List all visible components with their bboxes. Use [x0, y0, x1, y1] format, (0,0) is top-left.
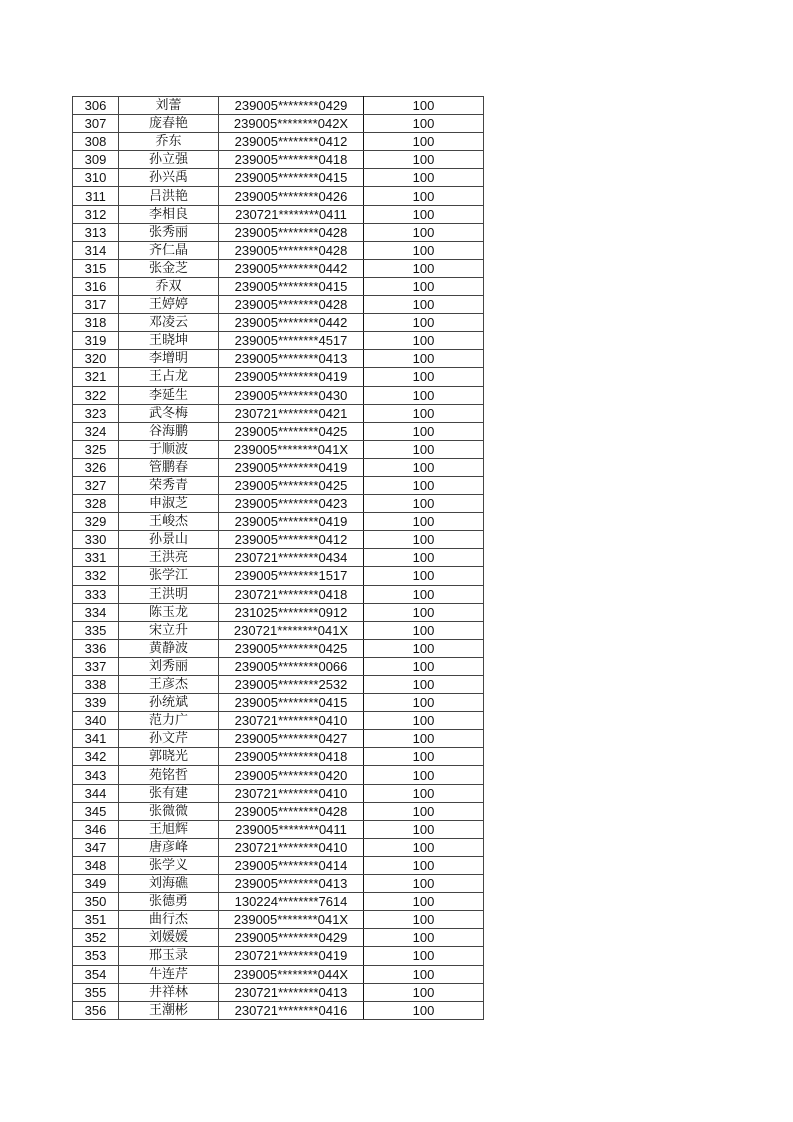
name-cell: 张学义: [119, 856, 219, 874]
table-row: [73, 766, 484, 784]
row-number-cell: 309: [73, 151, 119, 169]
id-number-cell: 230721********0413: [219, 983, 364, 1001]
name-cell: 宋立升: [119, 621, 219, 639]
table-row: [73, 277, 484, 295]
table-row: [73, 621, 484, 639]
name-cell: 孙兴禹: [119, 169, 219, 187]
name-cell: 黄静波: [119, 639, 219, 657]
name-cell: 张秀丽: [119, 223, 219, 241]
score-cell: 100: [364, 838, 484, 856]
id-number-cell: 230721********0418: [219, 585, 364, 603]
name-cell: 谷海鹏: [119, 422, 219, 440]
score-cell: 100: [364, 730, 484, 748]
row-number-cell: 324: [73, 422, 119, 440]
id-number-cell: 239005********0425: [219, 639, 364, 657]
id-number-cell: 239005********0428: [219, 223, 364, 241]
name-cell: 张学江: [119, 567, 219, 585]
row-number-cell: 353: [73, 947, 119, 965]
id-number-cell: 239005********0066: [219, 657, 364, 675]
id-number-cell: 130224********7614: [219, 893, 364, 911]
id-number-cell: 230721********0434: [219, 549, 364, 567]
score-cell: 100: [364, 567, 484, 585]
id-number-cell: 239005********0427: [219, 730, 364, 748]
name-cell: 管鹏春: [119, 458, 219, 476]
id-number-cell: 239005********0428: [219, 802, 364, 820]
id-number-cell: 239005********0412: [219, 133, 364, 151]
score-cell: 100: [364, 657, 484, 675]
row-number-cell: 325: [73, 440, 119, 458]
id-number-cell: 239005********0413: [219, 350, 364, 368]
name-cell: 张金芝: [119, 259, 219, 277]
name-cell: 张微微: [119, 802, 219, 820]
name-cell: 王旭辉: [119, 820, 219, 838]
name-cell: 孙统斌: [119, 694, 219, 712]
row-number-cell: 319: [73, 332, 119, 350]
id-number-cell: 230721********0410: [219, 784, 364, 802]
name-cell: 荣秀青: [119, 476, 219, 494]
id-number-cell: 239005********0414: [219, 856, 364, 874]
row-number-cell: 336: [73, 639, 119, 657]
name-cell: 范力广: [119, 712, 219, 730]
table-row: [73, 422, 484, 440]
table-row: [73, 856, 484, 874]
row-number-cell: 323: [73, 404, 119, 422]
name-cell: 孙景山: [119, 531, 219, 549]
table-row: [73, 585, 484, 603]
table-row: [73, 386, 484, 404]
score-cell: 100: [364, 983, 484, 1001]
id-number-cell: 239005********2532: [219, 676, 364, 694]
id-number-cell: 239005********0429: [219, 929, 364, 947]
id-number-cell: 239005********0423: [219, 495, 364, 513]
table-row: [73, 929, 484, 947]
score-cell: 100: [364, 205, 484, 223]
table-row: [73, 296, 484, 314]
row-number-cell: 342: [73, 748, 119, 766]
name-cell: 乔双: [119, 277, 219, 295]
table-row: [73, 259, 484, 277]
score-cell: 100: [364, 241, 484, 259]
row-number-cell: 306: [73, 97, 119, 115]
row-number-cell: 327: [73, 476, 119, 494]
row-number-cell: 341: [73, 730, 119, 748]
score-cell: 100: [364, 476, 484, 494]
row-number-cell: 329: [73, 513, 119, 531]
id-number-cell: 239005********1517: [219, 567, 364, 585]
table-row: [73, 657, 484, 675]
name-cell: 刘秀丽: [119, 657, 219, 675]
id-number-cell: 239005********0419: [219, 458, 364, 476]
name-cell: 王婷婷: [119, 296, 219, 314]
row-number-cell: 337: [73, 657, 119, 675]
id-number-cell: 231025********0912: [219, 603, 364, 621]
row-number-cell: 333: [73, 585, 119, 603]
row-number-cell: 339: [73, 694, 119, 712]
table-row: [73, 1001, 484, 1019]
score-cell: 100: [364, 259, 484, 277]
row-number-cell: 311: [73, 187, 119, 205]
row-number-cell: 345: [73, 802, 119, 820]
id-number-cell: 239005********0413: [219, 875, 364, 893]
score-cell: 100: [364, 965, 484, 983]
table-row: [73, 133, 484, 151]
id-number-cell: 239005********0430: [219, 386, 364, 404]
score-cell: 100: [364, 531, 484, 549]
row-number-cell: 322: [73, 386, 119, 404]
name-cell: 武冬梅: [119, 404, 219, 422]
id-number-cell: 239005********044X: [219, 965, 364, 983]
table-row: [73, 350, 484, 368]
score-cell: 100: [364, 277, 484, 295]
id-number-cell: 230721********0410: [219, 838, 364, 856]
table-row: [73, 712, 484, 730]
table-row: [73, 676, 484, 694]
row-number-cell: 314: [73, 241, 119, 259]
table-row: [73, 983, 484, 1001]
name-cell: 张德勇: [119, 893, 219, 911]
name-cell: 苑铭哲: [119, 766, 219, 784]
score-cell: 100: [364, 802, 484, 820]
score-cell: 100: [364, 893, 484, 911]
row-number-cell: 356: [73, 1001, 119, 1019]
score-cell: 100: [364, 875, 484, 893]
table-row: [73, 332, 484, 350]
row-number-cell: 317: [73, 296, 119, 314]
name-cell: 李增明: [119, 350, 219, 368]
score-cell: 100: [364, 332, 484, 350]
table-row: [73, 495, 484, 513]
table-row: [73, 458, 484, 476]
row-number-cell: 330: [73, 531, 119, 549]
id-number-cell: 239005********041X: [219, 440, 364, 458]
name-cell: 吕洪艳: [119, 187, 219, 205]
score-cell: 100: [364, 440, 484, 458]
table-row: [73, 748, 484, 766]
name-cell: 孙立强: [119, 151, 219, 169]
name-cell: 牛连芹: [119, 965, 219, 983]
table-row: [73, 802, 484, 820]
score-cell: 100: [364, 766, 484, 784]
row-number-cell: 354: [73, 965, 119, 983]
id-number-cell: 239005********0425: [219, 476, 364, 494]
row-number-cell: 347: [73, 838, 119, 856]
score-cell: 100: [364, 712, 484, 730]
id-number-cell: 239005********0428: [219, 296, 364, 314]
row-number-cell: 312: [73, 205, 119, 223]
table-row: [73, 965, 484, 983]
table-row: [73, 205, 484, 223]
row-number-cell: 349: [73, 875, 119, 893]
name-cell: 曲行杰: [119, 911, 219, 929]
id-number-cell: 239005********0415: [219, 277, 364, 295]
table-row: [73, 947, 484, 965]
table-row: [73, 838, 484, 856]
id-number-cell: 239005********042X: [219, 115, 364, 133]
table-row: [73, 603, 484, 621]
id-number-cell: 230721********041X: [219, 621, 364, 639]
row-number-cell: 351: [73, 911, 119, 929]
row-number-cell: 335: [73, 621, 119, 639]
row-number-cell: 315: [73, 259, 119, 277]
row-number-cell: 316: [73, 277, 119, 295]
table-row: [73, 169, 484, 187]
id-number-cell: 230721********0416: [219, 1001, 364, 1019]
table-row: [73, 875, 484, 893]
score-cell: 100: [364, 422, 484, 440]
table-row: [73, 115, 484, 133]
name-cell: 刘海礁: [119, 875, 219, 893]
id-number-cell: 239005********0418: [219, 151, 364, 169]
id-number-cell: 239005********0429: [219, 97, 364, 115]
id-number-cell: 239005********0419: [219, 368, 364, 386]
score-cell: 100: [364, 549, 484, 567]
name-cell: 邢玉录: [119, 947, 219, 965]
name-cell: 井祥林: [119, 983, 219, 1001]
row-number-cell: 321: [73, 368, 119, 386]
table-row: [73, 531, 484, 549]
score-cell: 100: [364, 223, 484, 241]
name-cell: 郭晓光: [119, 748, 219, 766]
row-number-cell: 355: [73, 983, 119, 1001]
name-cell: 齐仁晶: [119, 241, 219, 259]
id-number-cell: 239005********0442: [219, 314, 364, 332]
name-cell: 唐彦峰: [119, 838, 219, 856]
score-cell: 100: [364, 911, 484, 929]
score-cell: 100: [364, 748, 484, 766]
name-cell: 庞春艳: [119, 115, 219, 133]
score-cell: 100: [364, 404, 484, 422]
score-cell: 100: [364, 368, 484, 386]
score-cell: 100: [364, 495, 484, 513]
name-cell: 申淑芝: [119, 495, 219, 513]
id-number-cell: 239005********0419: [219, 513, 364, 531]
name-cell: 乔东: [119, 133, 219, 151]
id-number-cell: 230721********0411: [219, 205, 364, 223]
name-cell: 于顺波: [119, 440, 219, 458]
id-number-cell: 230721********0421: [219, 404, 364, 422]
score-cell: 100: [364, 639, 484, 657]
table-row: [73, 549, 484, 567]
score-cell: 100: [364, 603, 484, 621]
roster-body: [73, 97, 484, 1020]
row-number-cell: 334: [73, 603, 119, 621]
row-number-cell: 308: [73, 133, 119, 151]
id-number-cell: 239005********0428: [219, 241, 364, 259]
name-cell: 王洪明: [119, 585, 219, 603]
score-cell: 100: [364, 513, 484, 531]
row-number-cell: 346: [73, 820, 119, 838]
id-number-cell: 230721********0410: [219, 712, 364, 730]
row-number-cell: 310: [73, 169, 119, 187]
table-row: [73, 241, 484, 259]
name-cell: 王潮彬: [119, 1001, 219, 1019]
name-cell: 王彦杰: [119, 676, 219, 694]
row-number-cell: 328: [73, 495, 119, 513]
table-row: [73, 368, 484, 386]
row-number-cell: 318: [73, 314, 119, 332]
score-cell: 100: [364, 314, 484, 332]
table-row: [73, 187, 484, 205]
id-number-cell: 239005********0412: [219, 531, 364, 549]
row-number-cell: 350: [73, 893, 119, 911]
name-cell: 张有建: [119, 784, 219, 802]
score-cell: 100: [364, 296, 484, 314]
row-number-cell: 332: [73, 567, 119, 585]
table-row: [73, 476, 484, 494]
id-number-cell: 239005********0420: [219, 766, 364, 784]
table-row: [73, 404, 484, 422]
name-cell: 邓凌云: [119, 314, 219, 332]
score-cell: 100: [364, 676, 484, 694]
id-number-cell: 239005********041X: [219, 911, 364, 929]
row-number-cell: 343: [73, 766, 119, 784]
score-cell: 100: [364, 97, 484, 115]
table-row: [73, 151, 484, 169]
name-cell: 王峻杰: [119, 513, 219, 531]
table-row: [73, 314, 484, 332]
table-row: [73, 730, 484, 748]
row-number-cell: 307: [73, 115, 119, 133]
roster-table: [72, 96, 484, 1020]
score-cell: 100: [364, 585, 484, 603]
name-cell: 孙文芹: [119, 730, 219, 748]
table-row: [73, 694, 484, 712]
id-number-cell: 239005********0442: [219, 259, 364, 277]
name-cell: 陈玉龙: [119, 603, 219, 621]
row-number-cell: 331: [73, 549, 119, 567]
score-cell: 100: [364, 947, 484, 965]
row-number-cell: 313: [73, 223, 119, 241]
table-row: [73, 223, 484, 241]
id-number-cell: 239005********4517: [219, 332, 364, 350]
score-cell: 100: [364, 856, 484, 874]
score-cell: 100: [364, 1001, 484, 1019]
score-cell: 100: [364, 151, 484, 169]
score-cell: 100: [364, 929, 484, 947]
row-number-cell: 348: [73, 856, 119, 874]
table-row: [73, 440, 484, 458]
id-number-cell: 239005********0426: [219, 187, 364, 205]
score-cell: 100: [364, 133, 484, 151]
score-cell: 100: [364, 350, 484, 368]
name-cell: 王洪亮: [119, 549, 219, 567]
name-cell: 王占龙: [119, 368, 219, 386]
table-row: [73, 639, 484, 657]
score-cell: 100: [364, 694, 484, 712]
name-cell: 李延生: [119, 386, 219, 404]
score-cell: 100: [364, 784, 484, 802]
row-number-cell: 338: [73, 676, 119, 694]
id-number-cell: 239005********0418: [219, 748, 364, 766]
id-number-cell: 239005********0415: [219, 169, 364, 187]
name-cell: 李相良: [119, 205, 219, 223]
id-number-cell: 239005********0425: [219, 422, 364, 440]
id-number-cell: 239005********0415: [219, 694, 364, 712]
table-row: [73, 820, 484, 838]
name-cell: 刘媛媛: [119, 929, 219, 947]
score-cell: 100: [364, 820, 484, 838]
name-cell: 王晓坤: [119, 332, 219, 350]
name-cell: 刘蕾: [119, 97, 219, 115]
table-row: [73, 567, 484, 585]
score-cell: 100: [364, 187, 484, 205]
row-number-cell: 344: [73, 784, 119, 802]
score-cell: 100: [364, 115, 484, 133]
row-number-cell: 352: [73, 929, 119, 947]
table-row: [73, 911, 484, 929]
table-row: [73, 893, 484, 911]
row-number-cell: 340: [73, 712, 119, 730]
table-row: [73, 784, 484, 802]
table-row: [73, 513, 484, 531]
id-number-cell: 239005********0411: [219, 820, 364, 838]
table-row: [73, 97, 484, 115]
score-cell: 100: [364, 621, 484, 639]
score-cell: 100: [364, 458, 484, 476]
row-number-cell: 320: [73, 350, 119, 368]
score-cell: 100: [364, 386, 484, 404]
row-number-cell: 326: [73, 458, 119, 476]
score-cell: 100: [364, 169, 484, 187]
id-number-cell: 230721********0419: [219, 947, 364, 965]
